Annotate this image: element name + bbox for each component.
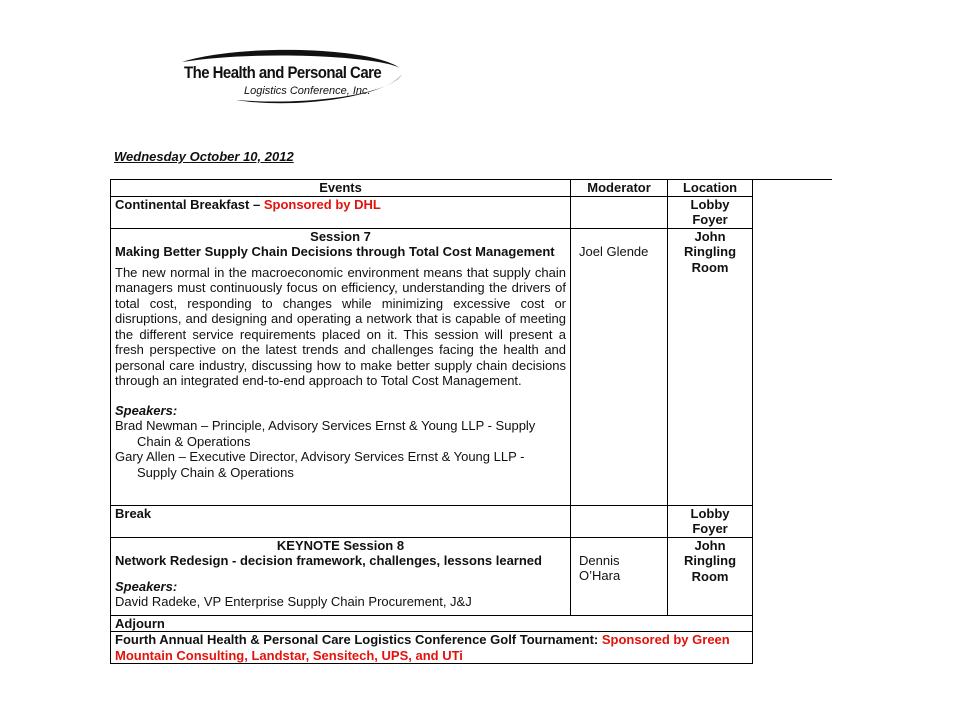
header-events: Events [111, 180, 571, 197]
break-location-cell [668, 505, 753, 537]
conference-logo [178, 48, 406, 110]
session7-speakers-label: Speakers: [115, 402, 178, 418]
keynote-moderator-cell [571, 537, 668, 615]
agenda-table [110, 179, 753, 664]
break-event-cell [111, 505, 571, 537]
header-location: Location [668, 180, 753, 197]
breakfast-location-cell [668, 196, 753, 228]
session7-title: Making Better Supply Chain Decisions through Total Cost Management [115, 244, 555, 259]
table-row-break [111, 505, 753, 537]
golf-cell [111, 632, 753, 664]
table-row-session7 [111, 228, 753, 505]
golf-sponsors: Sponsored by Green Mountain Consulting, Landstar, Sensitech, UPS, and UTi [115, 632, 730, 663]
adjourn-title: Adjourn [115, 615, 165, 631]
keynote-location-line3: Room [691, 568, 729, 584]
session7-event-cell [111, 228, 571, 505]
date-heading: Wednesday October 10, 2012 [114, 149, 294, 164]
session7-location-line2: Ringling [684, 244, 737, 259]
breakfast-event-cell [111, 196, 571, 228]
header-moderator: Moderator [571, 180, 668, 197]
table-row-keynote [111, 537, 753, 615]
session7-moderator: Joel Glende [579, 243, 649, 259]
break-moderator-cell [571, 505, 668, 537]
keynote-moderator-line2: O’Hara [579, 568, 621, 583]
session7-location-cell [668, 228, 753, 505]
golf-title: Fourth Annual Health & Personal Care Logistics Conference Golf Tournament: [115, 632, 599, 647]
keynote-speakers-label: Speakers: [115, 578, 178, 594]
breakfast-title: Continental Breakfast – [115, 196, 261, 212]
keynote-title: Network Redesign - decision framework, challenges, lessons learned [115, 553, 542, 568]
table-row-breakfast [111, 196, 753, 228]
breakfast-location-line2: Foyer [692, 212, 728, 227]
keynote-moderator-line1: Dennis [579, 552, 620, 568]
keynote-location-line1: John [694, 537, 726, 553]
table-header-row [111, 180, 753, 197]
adjourn-cell [111, 615, 753, 632]
logo-subtitle: Logistics Conference, Inc. [244, 85, 371, 97]
keynote-speaker-1: David Radeke, VP Enterprise Supply Chain Procurement, J&J [115, 594, 472, 609]
breakfast-location-line1: Lobby [690, 196, 730, 212]
break-location-line1: Lobby [690, 505, 730, 521]
breakfast-sponsor: Sponsored by DHL [263, 196, 381, 212]
keynote-location-line2: Ringling [684, 553, 737, 568]
breakfast-moderator-cell [571, 196, 668, 228]
session7-location-line1: John [694, 228, 726, 244]
session7-label: Session 7 [310, 228, 371, 244]
keynote-label: KEYNOTE Session 8 [276, 537, 405, 553]
session7-speaker-1: Brad Newman – Principle, Advisory Services Ernst & Young LLP - Supply Chain & Operations [115, 418, 536, 449]
logo-title: The Health and Personal Care [184, 63, 382, 82]
table-row-adjourn [111, 615, 753, 632]
session7-moderator-cell [571, 228, 668, 505]
keynote-event-cell [111, 537, 571, 615]
session7-description: The new normal in the macroeconomic environment means that supply chain managers must continuously focus on efficiency, understanding the drivers of total cost, responding to changes while minimizing excessive cost or disruptions, and designing and operating a network that is capable of meeting the different service requirements placed on it. This session will present a fresh perspective on the latest trends and challenges facing the health and personal care industry, discussing how to make better supply chain decisions through an integrated end-to-end approach to Total Cost Management. [115, 264, 567, 388]
session7-speaker-2: Gary Allen – Executive Director, Advisory Services Ernst & Young LLP - Supply Chain & Operations [115, 449, 525, 480]
break-title: Break [115, 505, 152, 521]
table-row-golf [111, 632, 753, 664]
session7-location-line3: Room [691, 259, 729, 275]
break-location-line2: Foyer [692, 521, 728, 536]
keynote-location-cell [668, 537, 753, 615]
